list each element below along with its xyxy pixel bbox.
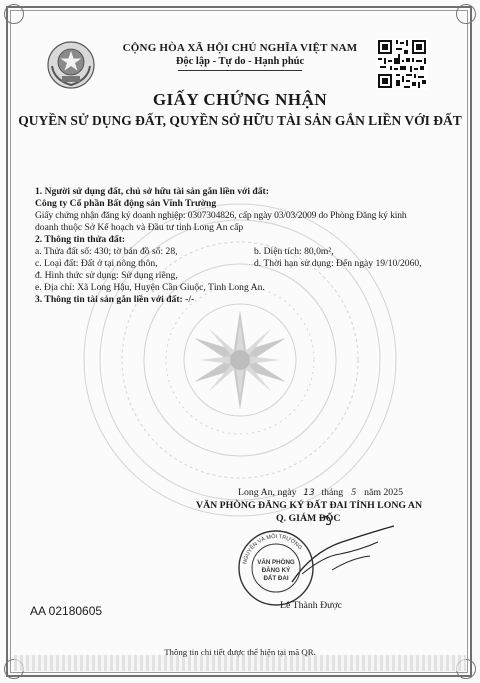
section1-heading: 1. Người sử dụng đất, chủ sở hữu tài sản gắn liền với đất: — [35, 186, 269, 197]
issuing-office: VĂN PHÒNG ĐĂNG KÝ ĐẤT ĐAI TỈNH LONG AN — [196, 500, 423, 511]
stamp-line-1: VĂN PHÒNG — [257, 559, 295, 566]
corner-ornament — [4, 4, 24, 24]
section3-heading: 3. Thông tin tài sản gắn liền với đất: -/- — [35, 294, 195, 305]
parcel-address: e. Địa chỉ: Xã Long Hậu, Huyện Cần Giuộc, Tỉnh Long An. — [35, 282, 265, 293]
owner-name: Công ty Cổ phần Bất động sản Vĩnh Trường — [35, 198, 217, 209]
usage-form: đ. Hình thức sử dụng: Sử dụng riêng, — [35, 270, 178, 281]
parcel-number: a. Thửa đất số: 430; tờ bản đồ số: 28, — [35, 246, 178, 257]
registration-line-1: Giấy chứng nhận đăng ký doanh nghiệp: 0307304826, cấp ngày 03/03/2009 do Phòng Đăng ký kinh — [35, 210, 407, 221]
date-month-word: tháng — [321, 487, 344, 498]
document-title: GIẤY CHỨNG NHẬN — [152, 90, 328, 109]
signer-position: Q. GIÁM ĐỐC — [276, 513, 341, 524]
date-year: năm 2025 — [364, 487, 404, 498]
issue-date — [238, 487, 403, 498]
stamp-line-2: ĐĂNG KÝ — [261, 567, 291, 574]
motto-underline — [178, 70, 302, 71]
date-day: 13 — [303, 488, 315, 498]
official-stamp-icon — [236, 528, 316, 608]
serial-number: AA 02180605 — [30, 604, 103, 618]
nation-heading: CỘNG HÒA XÃ HỘI CHỦ NGHĨA VIỆT NAM — [122, 42, 358, 54]
stamp-line-3: ĐẤT ĐAI — [263, 575, 289, 582]
motto: Độc lập - Tự do - Hạnh phúc — [175, 56, 305, 67]
date-prefix: Long An, ngày — [238, 487, 297, 498]
date-month: 5 — [351, 487, 357, 498]
section2-heading: 2. Thông tin thửa đất: — [35, 234, 126, 245]
signer-name: Lê Thành Được — [280, 600, 342, 611]
usage-term: d. Thời hạn sử dụng: Đến ngày 19/10/2060, — [254, 258, 422, 269]
registration-line-2: doanh thuộc Sở Kế hoạch và Đầu tư tỉnh Long An cấp — [35, 222, 244, 233]
land-type: c. Loại đất: Đất ở tại nông thôn, — [35, 258, 158, 269]
stamp-ring-text: NGUYÊN VÀ MÔI TRƯỜNG — [242, 533, 303, 565]
decorative-band — [14, 655, 466, 671]
corner-ornament — [456, 4, 476, 24]
document-subtitle: QUYỀN SỬ DỤNG ĐẤT, QUYỀN SỞ HỮU TÀI SẢN GẮN LIỀN VỚI ĐẤT — [18, 113, 462, 128]
qr-footer-note: Thông tin chi tiết được thể hiện tại mã QR. — [164, 647, 316, 657]
parcel-area: b. Diện tích: 80,0m², — [254, 246, 334, 257]
